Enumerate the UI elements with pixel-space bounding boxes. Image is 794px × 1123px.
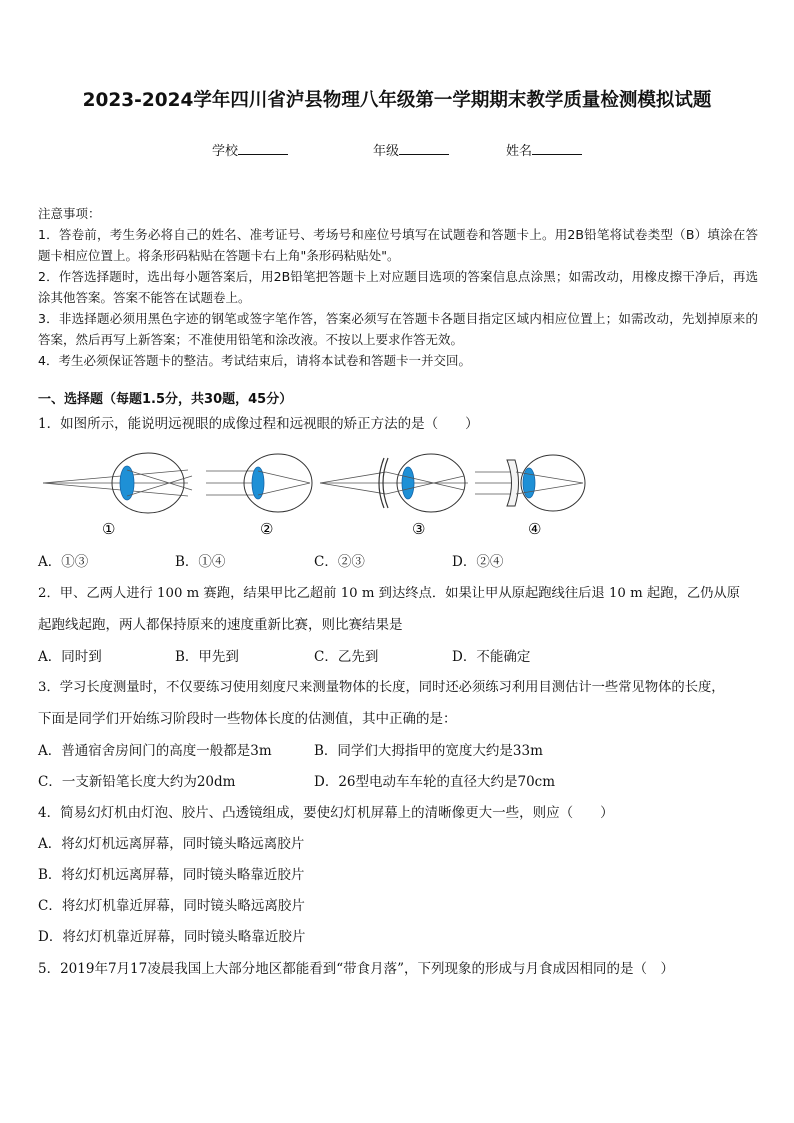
grade-blank [399,142,449,155]
question-3-stem-line1: 3．学习长度测量时，不仅要练习使用刻度尺来测量物体的长度，同时还必须练习利用目测估计一些常见物体的长度， [38,680,725,695]
option-d[interactable]: D．②④ [452,554,504,570]
question-2-stem-line1: 2．甲、乙两人进行 100 m 赛跑，结果甲比乙超前 10 m 到达终点．如果让甲从原起跑线往后退 10 m 起跑，乙仍从原 [38,586,741,601]
name-label: 姓名 [506,144,533,159]
question-4-stem: 4．简易幻灯机由灯泡、胶片、凸透镜组成，要使幻灯机屏幕上的清晰像更大一些，则应（ ） [38,805,614,821]
school-blank [238,142,288,155]
section-heading: 一、选择题（每题1.5分，共30题，45分） [38,392,293,407]
notes-heading: 注意事项： [38,206,101,221]
option-a[interactable]: A．将幻灯机远离屏幕，同时镜头略远离胶片 [38,836,305,852]
question-3-stem-line2: 下面是同学们开始练习阶段时一些物体长度的估测值，其中正确的是： [38,711,457,727]
eye-1-diagram [43,453,192,513]
eye-3-diagram [320,454,468,512]
note-item: 1．答卷前，考生务必将自己的姓名、准考证号、考场号和座位号填写在试题卷和答题卡上。用2B铅笔将试卷类型（B）填涂在答题卡相应位置上。将条形码粘贴在答题卡右上角"条形码粘贴处"。 [38,227,758,263]
option-c[interactable]: C．②③ [314,554,365,570]
eye-diagram-figure [38,450,598,542]
grade-label: 年级 [373,144,400,159]
option-a[interactable]: A．同时到 [38,649,102,665]
eye-4-diagram [475,455,585,511]
question-2-options [38,645,758,669]
option-b[interactable]: B．同学们大拇指甲的宽度大约是33m [314,743,543,759]
option-a[interactable]: A．①③ [38,554,89,570]
option-a[interactable]: A．普通宿舍房间门的高度一般都是3m [38,743,272,759]
notes-block [38,203,758,371]
option-c[interactable]: C．乙先到 [314,649,379,665]
option-d[interactable]: D．26型电动车车轮的直径大约是70cm [314,774,556,790]
name-field [506,140,582,159]
option-d[interactable]: D．将幻灯机靠近屏幕，同时镜头略靠近胶片 [38,929,306,945]
question-1-stem: 1．如图所示，能说明远视眼的成像过程和远视眼的矫正方法的是（ ） [38,416,479,432]
figure-label-1: ① [102,520,116,538]
question-3-options-row2 [38,770,758,794]
option-b[interactable]: B．①④ [175,554,226,570]
question-5-stem: 5．2019年7月17凌晨我国上大部分地区都能看到“带食月落”，下列现象的形成与月食成因相同的是（ ） [38,961,675,977]
question-3-options-row1 [38,739,758,763]
figure-label-3: ③ [412,520,426,538]
question-2-stem-line2: 起跑线起跑，两人都保持原来的速度重新比赛，则比赛结果是 [38,617,403,633]
question-1-options [38,550,758,574]
school-label: 学校 [212,144,239,159]
note-item: 3．非选择题必须用黑色字迹的钢笔或签字笔作答，答案必须写在答题卡各题目指定区域内相应位置上；如需改动，先划掉原来的答案，然后再写上新答案；不准使用铅笔和涂改液。不按以上要求作答无效。 [38,311,758,347]
name-blank [532,142,582,155]
figure-label-4: ④ [528,520,542,538]
page-title: 2023-2024学年四川省泸县物理八年级第一学期期末教学质量检测模拟试题 [82,90,712,111]
figure-label-2: ② [260,520,274,538]
grade-field [373,140,449,159]
option-c[interactable]: C．将幻灯机靠近屏幕，同时镜头略远离胶片 [38,898,305,914]
option-b[interactable]: B．将幻灯机远离屏幕，同时镜头略靠近胶片 [38,867,305,883]
note-item: 2．作答选择题时，选出每小题答案后，用2B铅笔把答题卡上对应题目选项的答案信息点涂黑；如需改动，用橡皮擦干净后，再选涂其他答案。答案不能答在试题卷上。 [38,269,758,305]
option-b[interactable]: B．甲先到 [175,649,239,665]
option-d[interactable]: D．不能确定 [452,649,531,665]
note-item: 4．考生必须保证答题卡的整洁。考试结束后，请将本试卷和答题卡一并交回。 [38,353,471,368]
option-c[interactable]: C．一支新铅笔长度大约为20dm [38,774,236,790]
eye-2-diagram [206,454,312,512]
school-field [212,140,288,159]
